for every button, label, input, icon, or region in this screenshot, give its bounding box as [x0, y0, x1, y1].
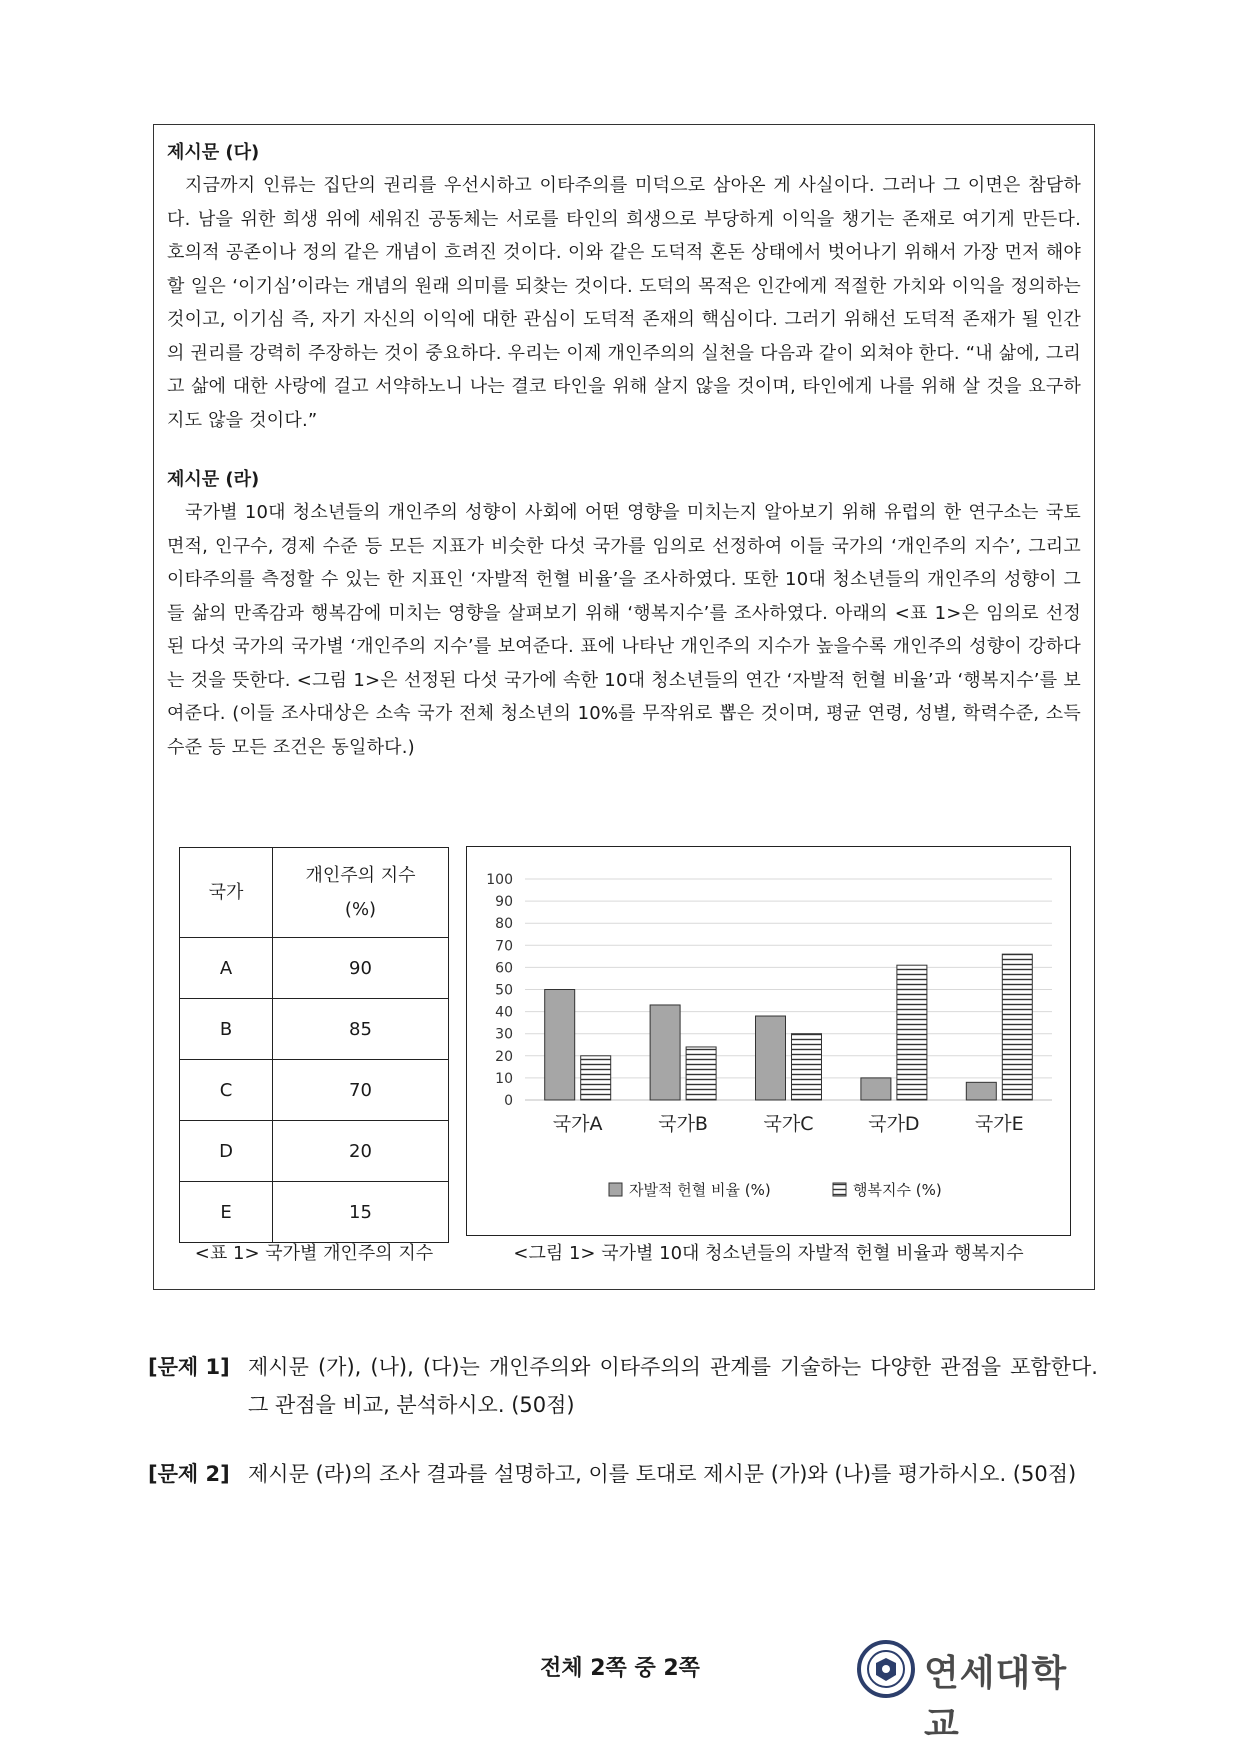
table-cell-country: E [180, 1182, 273, 1243]
x-tick-label: 국가E [974, 1113, 1024, 1135]
question-1-label: [문제 1] [148, 1355, 230, 1379]
table-header-country: 국가 [180, 848, 273, 938]
university-seal-icon [856, 1639, 916, 1699]
bar-happiness [1002, 954, 1032, 1100]
question-1 [148, 1348, 1098, 1424]
bar-chart [467, 847, 1070, 1235]
legend-swatch-blood-donation [609, 1183, 622, 1196]
table-cell-value: 90 [273, 938, 449, 999]
bar-blood-donation [756, 1016, 786, 1100]
table-cell-value: 85 [273, 999, 449, 1060]
bar-happiness [581, 1056, 611, 1100]
y-tick-label: 10 [495, 1070, 513, 1087]
x-tick-label: 국가B [658, 1113, 708, 1135]
chart-plot-area [486, 872, 1052, 1199]
y-tick-label: 40 [495, 1004, 513, 1021]
y-tick-label: 50 [495, 982, 513, 999]
y-tick-label: 100 [486, 872, 513, 888]
x-tick-label: 국가A [552, 1113, 603, 1135]
table-cell-value: 20 [273, 1121, 449, 1182]
y-tick-label: 0 [504, 1093, 513, 1109]
y-tick-label: 70 [495, 938, 513, 955]
legend-label-blood-donation: 자발적 헌혈 비율 (%) [629, 1181, 771, 1199]
x-tick-label: 국가D [868, 1113, 920, 1135]
figure-caption: <그림 1> 국가별 10대 청소년들의 자발적 헌혈 비율과 행복지수 [513, 1243, 1024, 1264]
x-tick-label: 국가C [763, 1113, 814, 1135]
table-cell-country: C [180, 1060, 273, 1121]
table-cell-value: 15 [273, 1182, 449, 1243]
table-row [180, 999, 449, 1060]
bar-blood-donation [545, 990, 575, 1101]
y-tick-label: 20 [495, 1048, 513, 1065]
bar-blood-donation [861, 1078, 891, 1100]
passage-ra-text: 국가별 10대 청소년들의 개인주의 성향이 사회에 어떤 영향을 미치는지 알아보기 위해 유럽의 한 연구소는 국토 면적, 인구수, 경제 수준 등 모든 지표가 비슷한 다섯 국가를 임의로 선정하여 이들 국가의 ‘개인주의 지수’, 그리고 이타주의를 측정할 수 있는 한 지표인 ‘자발적 헌혈 비율’을 조사하였다. 또한 10대 청소년들의 개인주의 성향이 그들 삶의 만족감과 행복감에 미치는 영향을 살펴보기 위해 ‘행복지수’를 조사하였다. 아래의 <표 1>은 임의로 선정된 다섯 국가의 국가별 ‘개인주의 지수’를 보여준다. 표에 나타난 개인주의 지수가 높을수록 개인주의 성향이 강하다는 것을 뜻한다. <그림 1>은 선정된 다섯 국가에 속한 10대 청소년들의 연간 ‘자발적 헌혈 비율’과 ‘행복지수’를 보여준다. (이들 조사대상은 소속 국가 전체 청소년의 10%를 무작위로 뽑은 것이며, 평균 연령, 성별, 학력수준, 소득수준 등 모든 조건은 동일하다.) [167, 502, 1081, 758]
bar-happiness [686, 1047, 716, 1100]
y-tick-label: 90 [495, 894, 513, 911]
passage-da-title: 제시문 (다) [167, 142, 260, 163]
bar-blood-donation [650, 1005, 680, 1100]
university-logo [856, 1639, 1096, 1745]
passage-box [153, 124, 1095, 1290]
table-1 [179, 847, 449, 1243]
y-tick-label: 30 [495, 1026, 513, 1043]
legend-swatch-happiness [833, 1183, 846, 1196]
university-logo-text: 연세대학교 [924, 1653, 1068, 1745]
bar-happiness [792, 1034, 822, 1100]
question-2 [148, 1455, 1098, 1493]
question-2-text: 제시문 (라)의 조사 결과를 설명하고, 이를 토대로 제시문 (가)와 (나)를 평가하시오. (50점) [248, 1462, 1077, 1486]
passage-ra-title: 제시문 (라) [167, 469, 260, 490]
table-cell-country: D [180, 1121, 273, 1182]
table-row [180, 1060, 449, 1121]
page-number: 전체 2쪽 중 2쪽 [540, 1656, 700, 1681]
table-caption: <표 1> 국가별 개인주의 지수 [194, 1243, 434, 1264]
question-2-label: [문제 2] [148, 1462, 230, 1486]
passage-da-text: 지금까지 인류는 집단의 권리를 우선시하고 이타주의를 미덕으로 삼아온 게 사실이다. 그러나 그 이면은 참담하다. 남을 위한 희생 위에 세워진 공동체는 서로를 타인의 희생으로 부당하게 이익을 챙기는 존재로 여기게 만든다. 호의적 공존이나 정의 같은 개념이 흐려진 것이다. 이와 같은 도덕적 혼돈 상태에서 벗어나기 위해서 가장 먼저 해야 할 일은 ‘이기심’이라는 개념의 원래 의미를 되찾는 것이다. 도덕의 목적은 인간에게 적절한 가치와 이익을 정의하는 것이고, 이기심 즉, 자기 자신의 이익에 대한 관심이 도덕적 존재의 핵심이다. 그러기 위해선 도덕적 존재가 될 인간의 권리를 강력히 주장하는 것이 중요하다. 우리는 이제 개인주의의 실천을 다음과 같이 외쳐야 한다. “내 삶에, 그리고 삶에 대한 사랑에 걸고 서약하노니 나는 결코 타인을 위해 살지 않을 것이며, 타인에게 나를 위해 살 것을 요구하지도 않을 것이다.” [167, 175, 1081, 431]
table-header-index-line1: 개인주의 지수 [305, 864, 416, 886]
table-row [180, 938, 449, 999]
table-cell-country: B [180, 999, 273, 1060]
table-cell-country: A [180, 938, 273, 999]
bar-blood-donation [966, 1082, 996, 1100]
figure-1 [466, 846, 1071, 1236]
table-header-row [180, 848, 449, 938]
table-cell-value: 70 [273, 1060, 449, 1121]
bar-happiness [897, 965, 927, 1100]
question-1-text: 제시문 (가), (나), (다)는 개인주의와 이타주의의 관계를 기술하는 다양한 관점을 포함한다. 그 관점을 비교, 분석하시오. (50점) [248, 1355, 1098, 1417]
table-row [180, 1121, 449, 1182]
legend-label-happiness: 행복지수 (%) [853, 1181, 942, 1199]
table-header-index [273, 848, 449, 938]
table-row [180, 1182, 449, 1243]
y-tick-label: 80 [495, 916, 513, 933]
y-tick-label: 60 [495, 960, 513, 977]
table-header-index-line2: (%) [344, 898, 377, 920]
